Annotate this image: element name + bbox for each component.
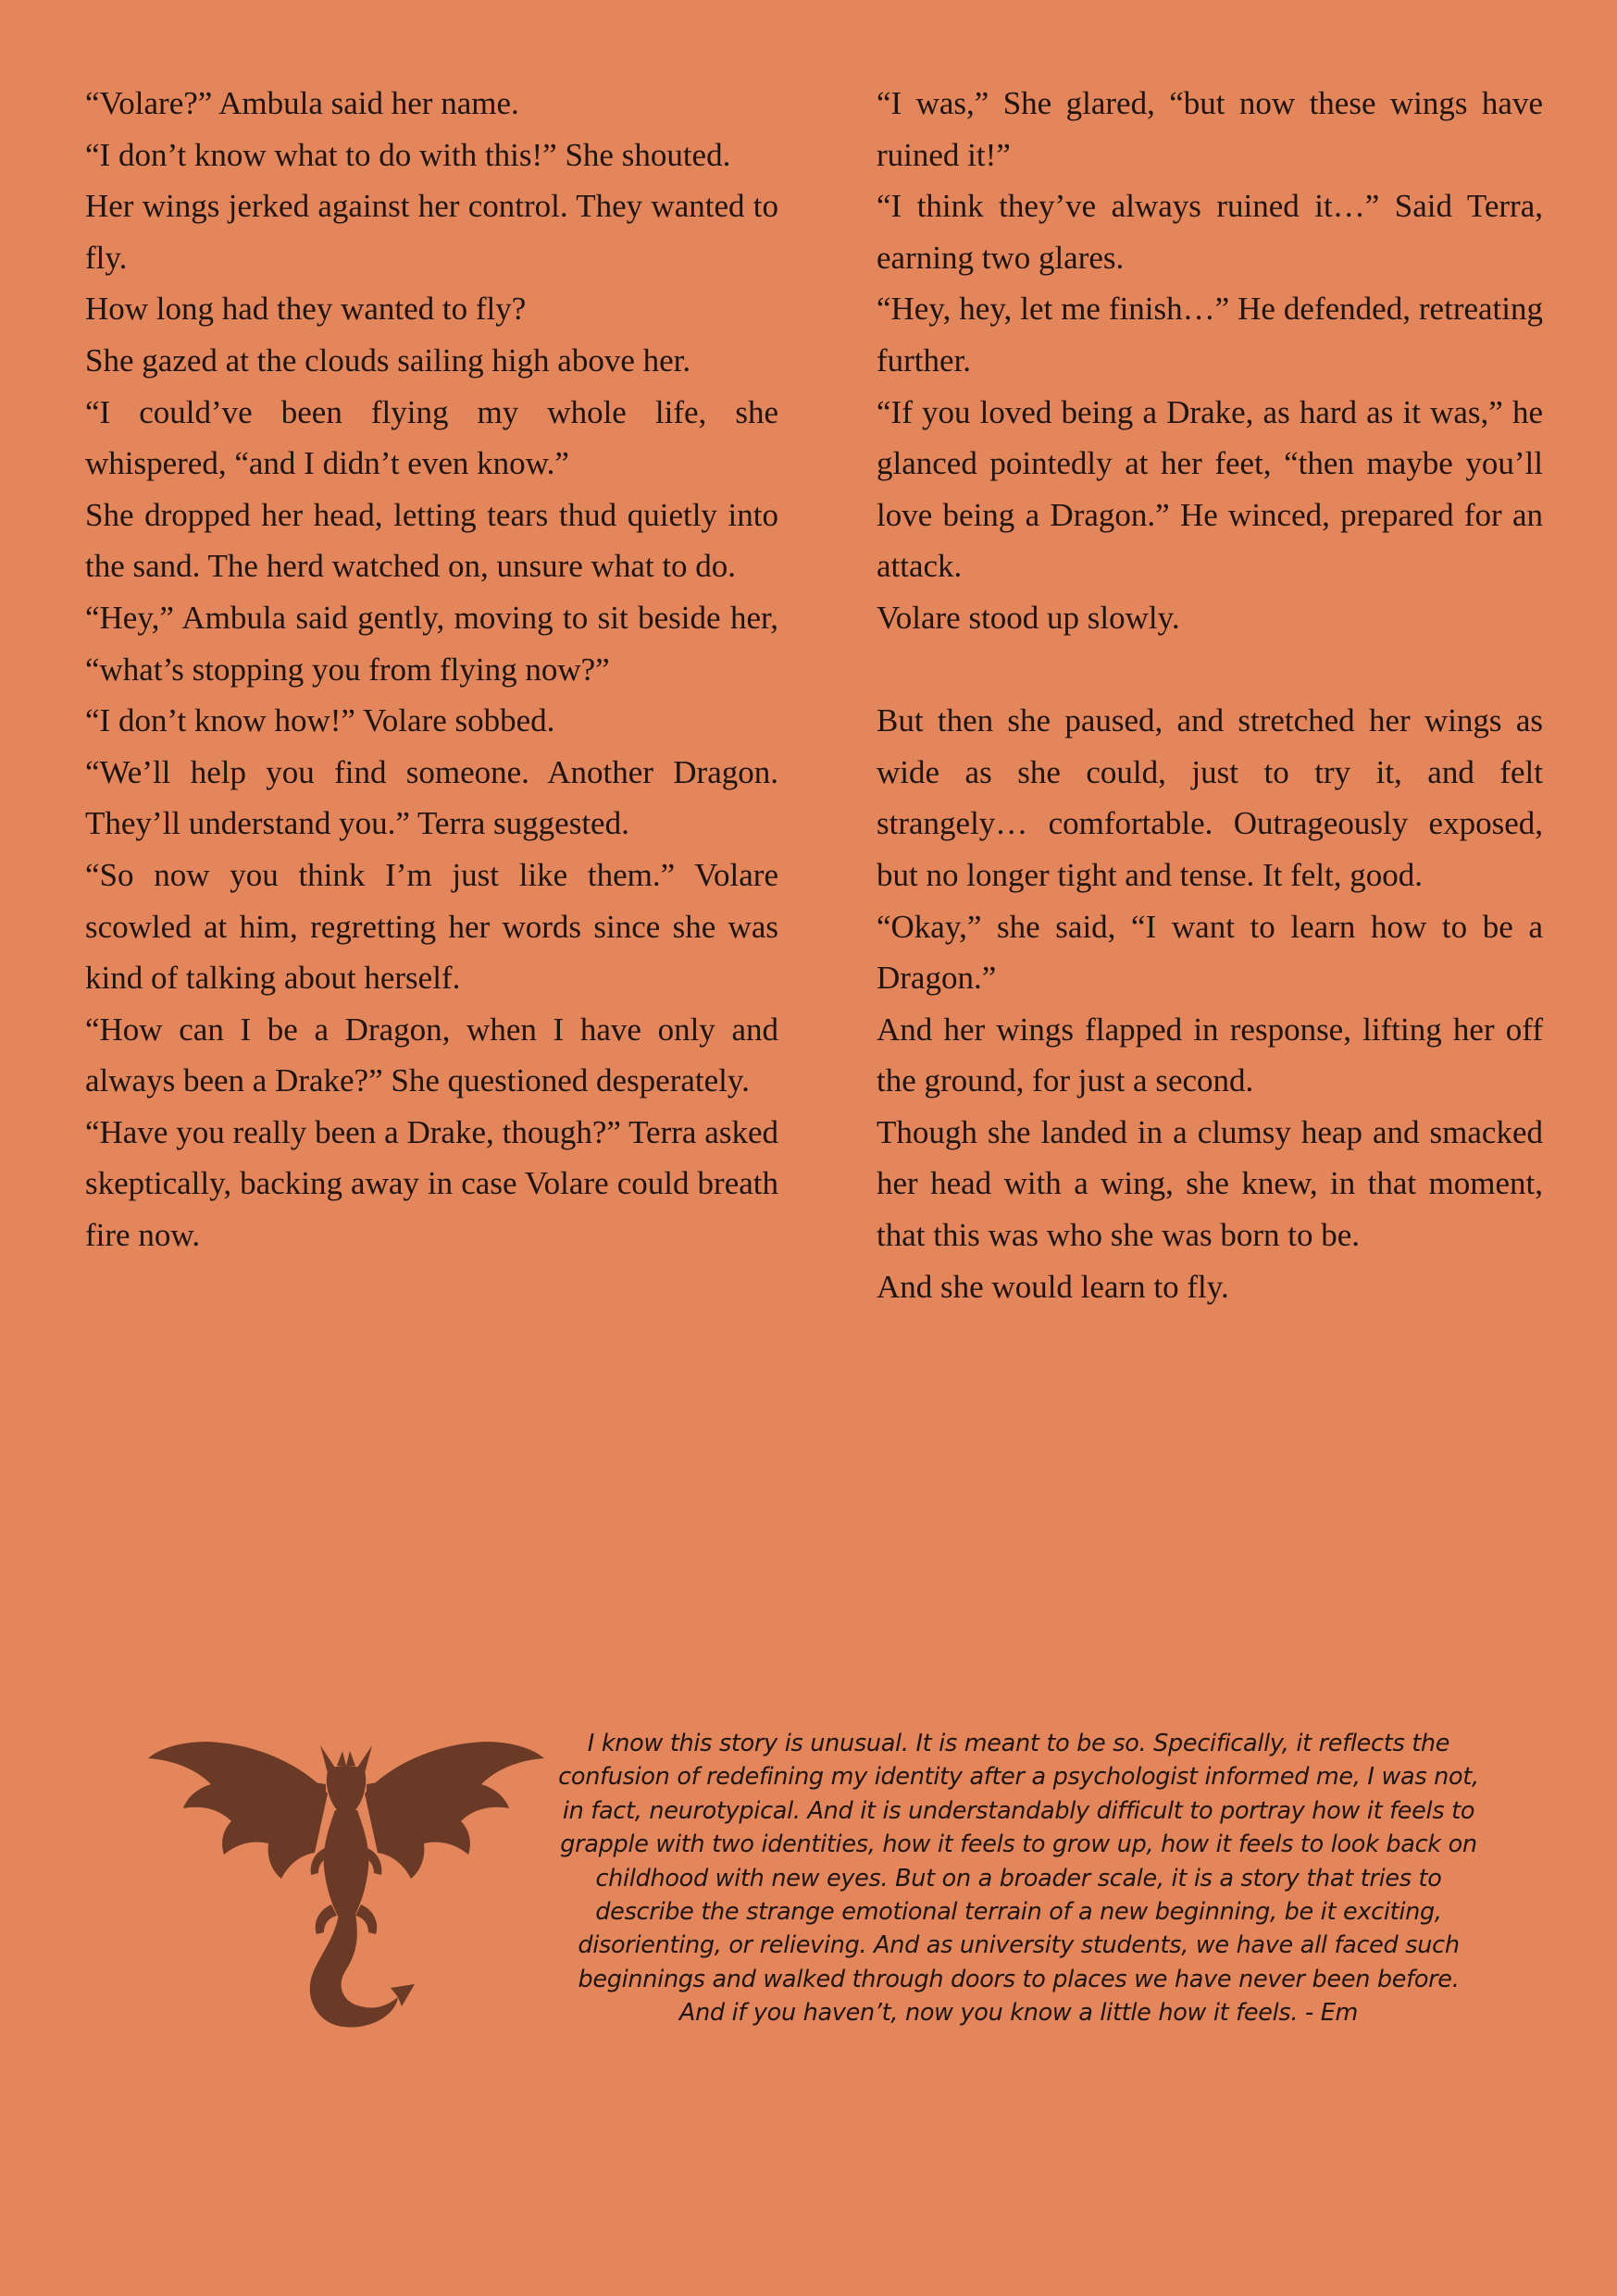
story-left-column [85, 78, 778, 1261]
story-paragraph: Though she landed in a clumsy heap and smacked her head with a wing, she knew, in that moment, that this was who she was born to be. [877, 1113, 1543, 1254]
story-paragraph: She gazed at the clouds sailing high above her. [85, 341, 691, 379]
story-paragraph: “So now you think I’m just like them.” Volare scowled at him, regretting her words since she was kind of talking about herself. [85, 856, 778, 997]
story-paragraph: She dropped her head, letting tears thud quietly into the sand. The herd watched on, unsure what to do. [85, 496, 778, 585]
story-paragraph: “I could’ve been flying my whole life, she whispered, “and I didn’t even know.” [85, 393, 778, 482]
story-paragraph: And she would learn to fly. [877, 1268, 1229, 1305]
story-paragraph: “If you loved being a Drake, as hard as it was,” he glanced pointedly at her feet, “then maybe you’ll love being a Dragon.” He winced, prepared for an attack. [877, 393, 1543, 585]
story-paragraph: “Hey, hey, let me finish…” He defended, retreating further. [877, 291, 1543, 379]
story-paragraph: “How can I be a Dragon, when I have only and always been a Drake?” She questioned desperately. [85, 1011, 778, 1099]
story-paragraph: “I don’t know how!” Volare sobbed. [85, 702, 555, 739]
story-paragraph: But then she paused, and stretched her wings as wide as she could, just to try it, and felt strangely… comfortable. Outrageously exposed, but no longer tight and tense. It felt, good. [877, 702, 1543, 893]
story-paragraph: “Hey,” Ambula said gently, moving to sit beside her, “what’s stopping you from flying now?” [85, 599, 778, 688]
story-paragraph: “I don’t know what to do with this!” She shouted. [85, 136, 731, 173]
story-paragraph: Volare stood up slowly. [877, 599, 1180, 636]
story-paragraph: “We’ll help you find someone. Another Dragon. They’ll understand you.” Terra suggested. [85, 753, 778, 842]
author-note: I know this story is unusual. It is meant to be so. Specifically, it reflects the confusion of redefining my identity after a psychologist informed me, I was not, in fact, neurotypical. And it is understandably difficult to portray how it feels to grapple with two identities, how it feels to grow up, how it feels to look back on childhood with new eyes. But on a broader scale, it is a story that tries to describe the strange emotional terrain of a new beginning, be it exciting, disorienting, or relieving. And as university students, we have all faced such beginnings and walked through doors to places we have never been before. And if you haven’t, now you know a little how it feels. - Em [558, 1730, 1479, 2028]
story-paragraph: And her wings flapped in response, lifting her off the ground, for just a second. [877, 1011, 1543, 1099]
paragraph-spacer [877, 644, 1543, 696]
story-right-column [877, 78, 1543, 1312]
story-paragraph: “I think they’ve always ruined it…” Said Terra, earning two glares. [877, 188, 1543, 276]
story-paragraph: “Have you really been a Drake, though?” Terra asked skeptically, backing away in case Volare could breath fire now. [85, 1113, 778, 1254]
story-paragraph: Her wings jerked against her control. They wanted to fly. [85, 188, 778, 276]
story-paragraph: “I was,” She glared, “but now these wings have ruined it!” [877, 85, 1543, 173]
story-paragraph: How long had they wanted to fly? [85, 291, 527, 328]
dragon-icon [146, 1729, 546, 2054]
story-paragraph: “Volare?” Ambula said her name. [85, 85, 519, 121]
story-paragraph: “Okay,” she said, “I want to learn how to be a Dragon.” [877, 908, 1543, 997]
